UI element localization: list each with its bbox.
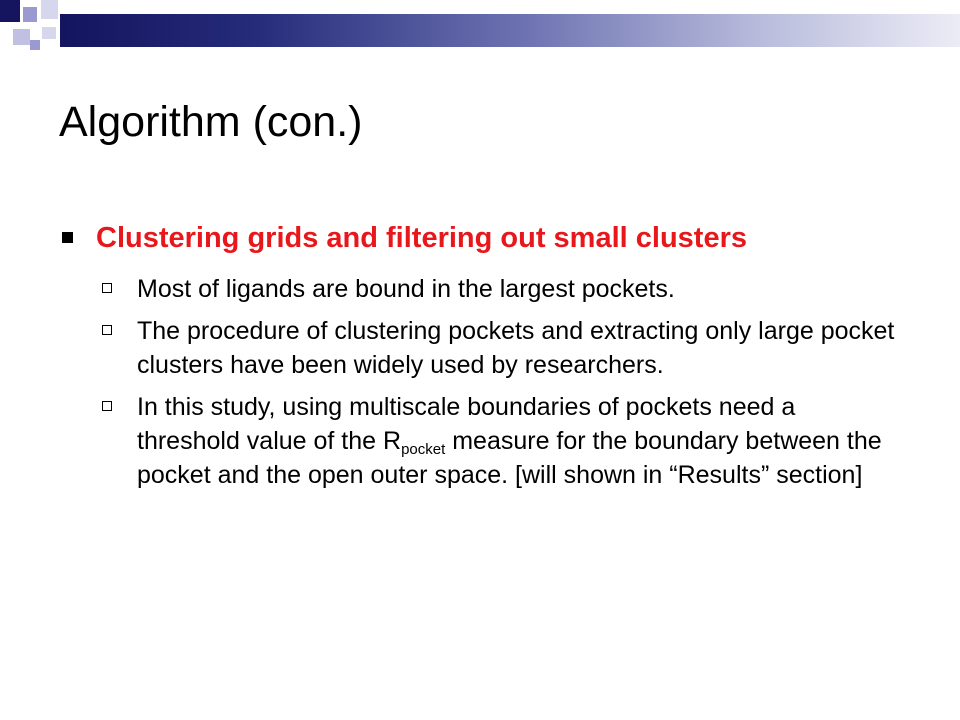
subbullet-text: The procedure of clustering pockets and extracting only large pocket clusters have been widely used by researchers.: [137, 317, 895, 379]
subscript-pocket: pocket: [401, 441, 446, 458]
slide-body: [60, 218, 900, 500]
text-after-subscript: measure for the boundary between the pocket and the open outer space. [will shown in “Results” section]: [137, 427, 882, 489]
text-before-subscript: In this study, using multiscale boundaries of pockets need a threshold value of the R: [137, 393, 796, 455]
subbullet-item: [96, 390, 900, 492]
subbullet-list: [60, 272, 900, 492]
subbullet-item: [96, 272, 900, 306]
decor-square-small: [30, 40, 40, 50]
decor-square-navy: [0, 0, 20, 22]
header-gradient-bar: [60, 14, 960, 47]
hollow-square-bullet-icon: [102, 283, 112, 293]
hollow-square-bullet-icon: [102, 401, 112, 411]
bullet-heading: Clustering grids and filtering out small clusters: [96, 222, 747, 254]
bullet-item: [60, 218, 900, 258]
square-bullet-icon: [62, 232, 73, 243]
slide-title: Algorithm (con.): [59, 98, 363, 146]
hollow-square-bullet-icon: [102, 325, 112, 335]
decor-square-faint: [42, 27, 56, 39]
subbullet-item: [96, 314, 900, 382]
decor-square-light: [41, 0, 58, 19]
subbullet-text: Most of ligands are bound in the largest pockets.: [137, 275, 675, 303]
decor-square-pale: [13, 29, 30, 45]
decor-square-lavender: [23, 7, 37, 22]
subbullet-text: [137, 390, 900, 492]
